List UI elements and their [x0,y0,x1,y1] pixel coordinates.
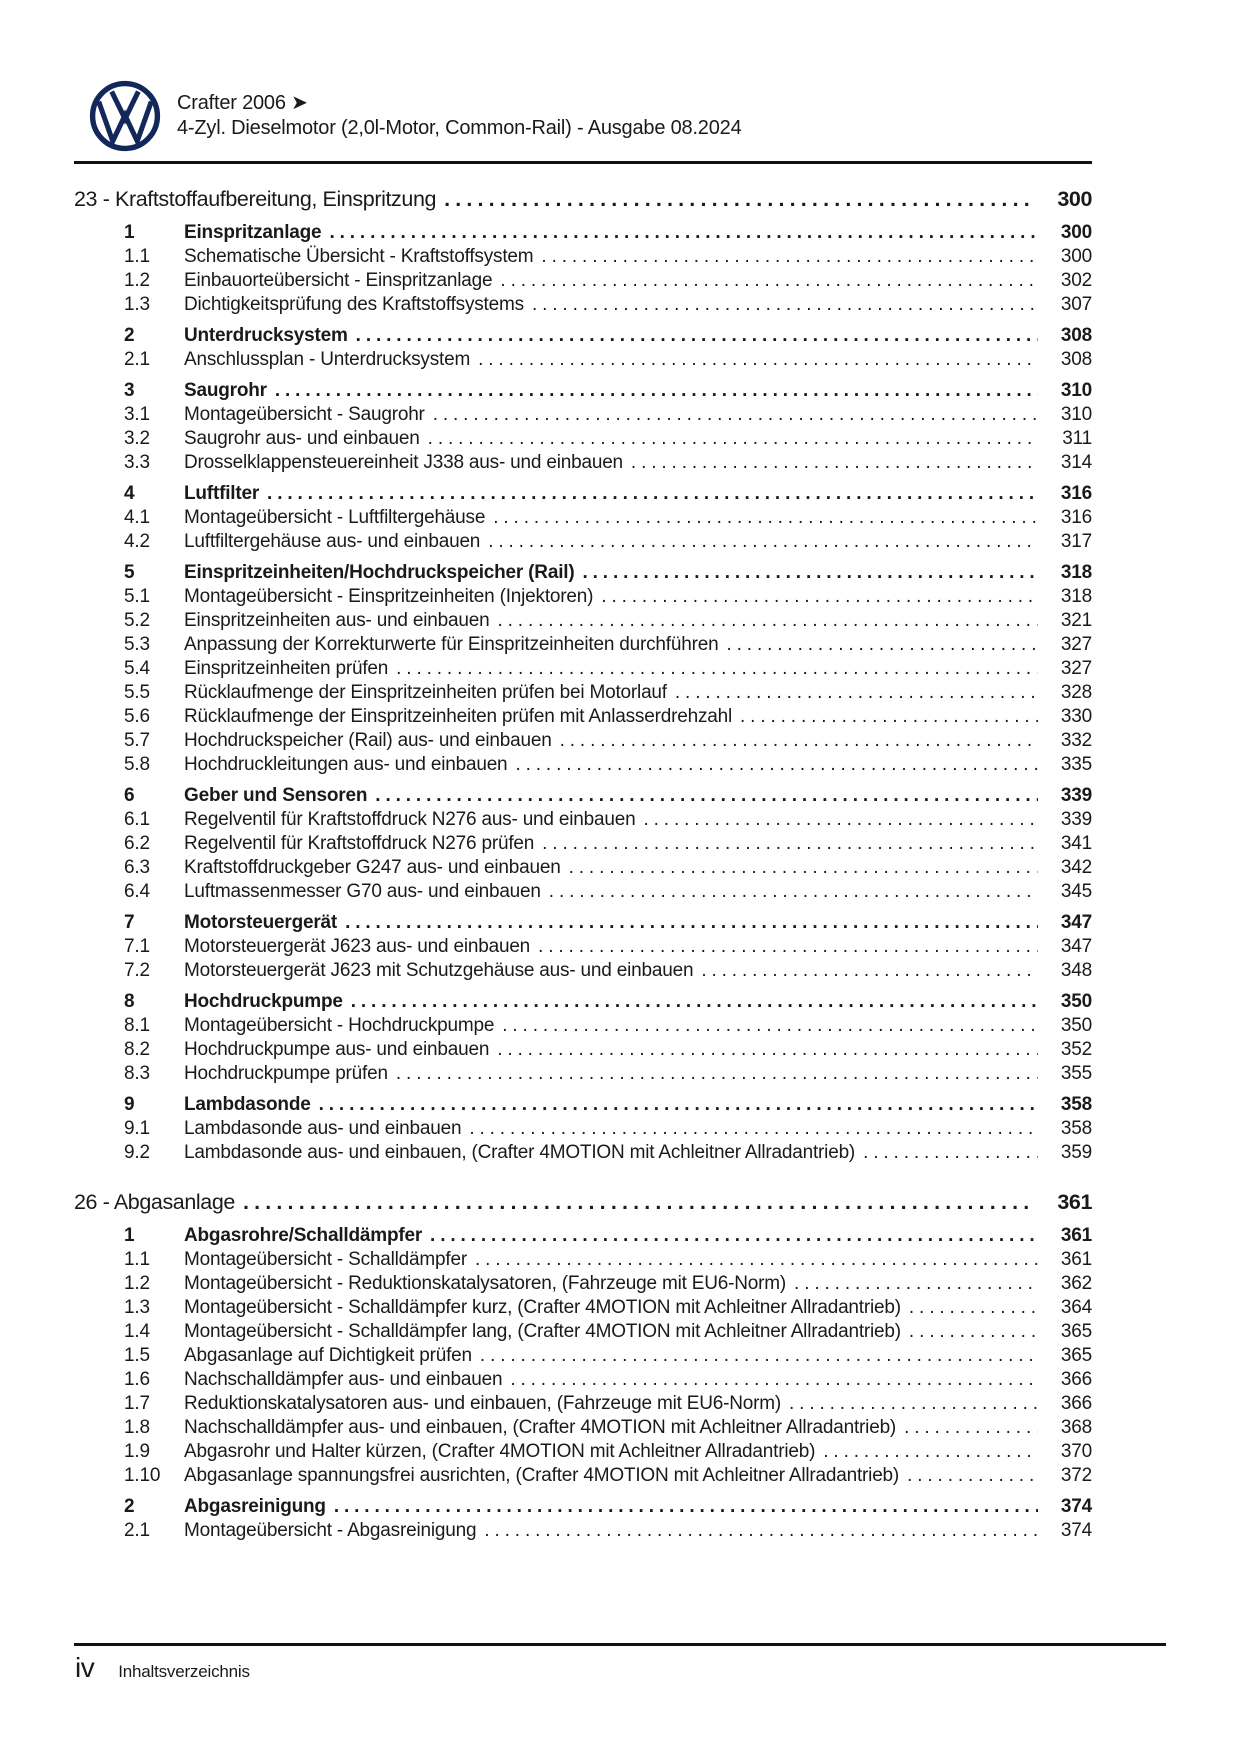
entry-number: 5.3 [124,634,150,655]
entry-title: Drosselklappensteuereinheit J338 aus- und einbauen [184,452,623,473]
entry-number: 5.4 [124,658,150,679]
entry-page-number: 316 [1060,483,1092,504]
leader-dots [351,990,1038,1014]
toc-entry [74,911,1092,935]
toc-entry [74,1519,1092,1543]
entry-title: Anpassung der Korrekturwerte für Einspritzeinheiten durchführen [184,634,719,655]
leader-dots [430,1224,1038,1248]
entry-number: 5.6 [124,706,150,727]
entry-page-number: 335 [1060,754,1092,775]
toc-entry [74,348,1092,372]
entry-page-number: 358 [1060,1118,1092,1139]
toc-entry [74,585,1092,609]
entry-title: Regelventil für Kraftstoffdruck N276 aus- und einbauen [184,809,636,830]
entry-number: 5.2 [124,610,150,631]
toc-entry [74,427,1092,451]
entry-number: 6 [124,785,135,806]
leader-dots [907,1464,1038,1488]
leader-dots [334,1495,1038,1519]
toc-entry [74,1038,1092,1062]
toc-entry [74,403,1092,427]
entry-number: 8.1 [124,1015,150,1036]
entry-title: Dichtigkeitsprüfung des Kraftstoffsystems [184,294,524,315]
toc-entry [74,681,1092,705]
entry-page-number: 330 [1060,706,1092,727]
entry-title: Schematische Übersicht - Kraftstoffsystem [184,246,534,267]
entry-title: Lambdasonde aus- und einbauen, (Crafter 4MOTION mit Achleitner Allradantrieb) [184,1142,856,1163]
leader-dots [909,1296,1038,1320]
leader-dots [675,681,1038,705]
entry-title: Hochdruckpumpe [184,991,343,1012]
toc-entry [74,784,1092,808]
entry-title: Einspritzeinheiten prüfen [184,658,389,679]
vw-logo [88,80,162,152]
entry-page-number: 372 [1060,1465,1092,1486]
entry-number: 9 [124,1094,135,1115]
entry-page-number: 352 [1060,1039,1092,1060]
leader-dots [493,506,1038,530]
entry-page-number: 358 [1060,1094,1092,1115]
entry-title: Hochdruckpumpe prüfen [184,1063,388,1084]
entry-number: 7 [124,912,135,933]
entry-title: Einbauorteübersicht - Einspritzanlage [184,270,493,291]
leader-dots [569,856,1038,880]
toc-entry [74,1093,1092,1117]
toc-entry [74,1416,1092,1440]
toc-entry [74,729,1092,753]
entry-page-number: 347 [1060,936,1092,957]
entry-page-number: 355 [1060,1063,1092,1084]
leader-dots [863,1141,1038,1165]
entry-title: Geber und Sensoren [184,785,368,806]
footer-divider [74,1643,1166,1646]
toc-entry [74,990,1092,1014]
entry-title: Montageübersicht - Reduktionskatalysatoren, (Fahrzeuge mit EU6-Norm) [184,1273,787,1294]
entry-title: Montageübersicht - Abgasreinigung [184,1520,477,1541]
toc-entry [74,1117,1092,1141]
entry-number: 5.8 [124,754,150,775]
entry-number: 6.2 [124,833,150,854]
entry-title: Luftfiltergehäuse aus- und einbauen [184,531,481,552]
entry-title: Kraftstoffdruckgeber G247 aus- und einbauen [184,857,561,878]
entry-number: 6.1 [124,809,150,830]
entry-title: Nachschalldämpfer aus- und einbauen, (Crafter 4MOTION mit Achleitner Allradantrieb) [184,1417,897,1438]
toc-entry [74,1464,1092,1488]
toc-entry [74,1495,1092,1519]
entry-title: Montageübersicht - Schalldämpfer kurz, (Crafter 4MOTION mit Achleitner Allradantrieb) [184,1297,901,1318]
leader-dots [542,832,1038,856]
entry-page-number: 310 [1060,380,1092,401]
entry-title: Montageübersicht - Schalldämpfer lang, (Crafter 4MOTION mit Achleitner Allradantrieb) [184,1321,901,1342]
entry-number: 1.3 [124,1297,150,1318]
entry-title: Anschlussplan - Unterdrucksystem [184,349,471,370]
page-footer [75,1652,250,1684]
leader-dots [631,451,1038,475]
toc-entry [74,880,1092,904]
leader-dots [515,753,1038,777]
leader-dots [433,403,1038,427]
toc-entry [74,1296,1092,1320]
leader-dots [541,245,1038,269]
toc-entry [74,832,1092,856]
entry-title: Abgasanlage auf Dichtigkeit prüfen [184,1345,472,1366]
leader-dots [502,1014,1038,1038]
entry-number: 5.5 [124,682,150,703]
leader-dots [500,269,1038,293]
entry-page-number: 332 [1060,730,1092,751]
entry-number: 9.2 [124,1142,150,1163]
entry-number: 8 [124,991,135,1012]
entry-number: 1 [124,1225,135,1246]
toc-entry [74,530,1092,554]
entry-title: Motorsteuergerät [184,912,338,933]
toc-chapter-heading [74,184,1092,214]
entry-number: 2.1 [124,349,150,370]
entry-number: 1.3 [124,294,150,315]
entry-number: 6.4 [124,881,150,902]
entry-page-number: 328 [1060,682,1092,703]
toc-entry [74,293,1092,317]
chapter-page-number: 300 [1057,187,1092,211]
entry-number: 3 [124,380,135,401]
entry-page-number: 302 [1060,270,1092,291]
leader-dots [319,1093,1038,1117]
toc-entry [74,506,1092,530]
entry-page-number: 345 [1060,881,1092,902]
leader-dots [582,561,1038,585]
table-of-contents [74,184,1092,1543]
entry-number: 7.2 [124,960,150,981]
leader-dots [478,348,1038,372]
footer-label: Inhaltsverzeichnis [118,1662,250,1681]
entry-page-number: 327 [1060,634,1092,655]
entry-page-number: 308 [1060,349,1092,370]
entry-title: Montageübersicht - Schalldämpfer [184,1249,467,1270]
entry-title: Abgasanlage spannungsfrei ausrichten, (Crafter 4MOTION mit Achleitner Allradantrieb) [184,1465,900,1486]
entry-title: Montageübersicht - Luftfiltergehäuse [184,507,486,528]
leader-dots [396,1062,1038,1086]
entry-page-number: 348 [1060,960,1092,981]
entry-title: Hochdruckspeicher (Rail) aus- und einbauen [184,730,552,751]
entry-page-number: 368 [1060,1417,1092,1438]
entry-page-number: 318 [1060,586,1092,607]
model-title: Crafter 2006 ➤ [177,92,308,114]
entry-number: 1.7 [124,1393,150,1414]
leader-dots [345,911,1038,935]
entry-number: 2.1 [124,1520,150,1541]
toc-entry [74,959,1092,983]
entry-number: 1.6 [124,1369,150,1390]
entry-page-number: 347 [1060,912,1092,933]
entry-number: 1.4 [124,1321,150,1342]
toc-entry [74,1062,1092,1086]
entry-page-number: 361 [1060,1225,1092,1246]
entry-title: Nachschalldämpfer aus- und einbauen [184,1369,503,1390]
toc-entry [74,1344,1092,1368]
entry-title: Abgasrohre/Schalldämpfer [184,1225,423,1246]
entry-page-number: 365 [1060,1345,1092,1366]
entry-title: Regelventil für Kraftstoffdruck N276 prüfen [184,833,535,854]
entry-page-number: 318 [1060,562,1092,583]
toc-entry [74,245,1092,269]
entry-page-number: 362 [1060,1273,1092,1294]
toc-entry [74,269,1092,293]
leader-dots [329,221,1038,245]
leader-dots [396,657,1038,681]
entry-number: 1.2 [124,270,150,291]
entry-title: Montageübersicht - Saugrohr [184,404,425,425]
entry-number: 8.2 [124,1039,150,1060]
toc-entry [74,324,1092,348]
leader-dots [740,705,1038,729]
entry-title: Saugrohr aus- und einbauen [184,428,420,449]
entry-title: Rücklaufmenge der Einspritzeinheiten prüfen bei Motorlauf [184,682,667,703]
entry-title: Montageübersicht - Einspritzeinheiten (Injektoren) [184,586,594,607]
toc-entry [74,1368,1092,1392]
leader-dots [444,184,1034,214]
entry-page-number: 314 [1060,452,1092,473]
leader-dots [488,530,1038,554]
entry-title: Luftmassenmesser G70 aus- und einbauen [184,881,541,902]
entry-title: Einspritzeinheiten aus- und einbauen [184,610,490,631]
toc-entry [74,753,1092,777]
entry-title: Motorsteuergerät J623 aus- und einbauen [184,936,531,957]
page-header [0,0,1240,152]
entry-page-number: 327 [1060,658,1092,679]
entry-number: 1.10 [124,1465,161,1486]
chapter-page-number: 361 [1057,1190,1092,1214]
entry-number: 3.3 [124,452,150,473]
entry-number: 9.1 [124,1118,150,1139]
entry-title: Abgasrohr und Halter kürzen, (Crafter 4MOTION mit Achleitner Allradantrieb) [184,1441,816,1462]
toc-entry [74,1320,1092,1344]
leader-dots [275,379,1038,403]
leader-dots [267,482,1038,506]
leader-dots [538,935,1038,959]
entry-title: Reduktionskatalysatoren aus- und einbauen, (Fahrzeuge mit EU6-Norm) [184,1393,782,1414]
entry-title: Saugrohr [184,380,267,401]
leader-dots [549,880,1038,904]
leader-dots [375,784,1038,808]
entry-title: Hochdruckleitungen aus- und einbauen [184,754,508,775]
entry-number: 1.1 [124,1249,150,1270]
entry-page-number: 307 [1060,294,1092,315]
entry-title: Motorsteuergerät J623 mit Schutzgehäuse aus- und einbauen [184,960,694,981]
toc-entry [74,657,1092,681]
leader-dots [497,1038,1038,1062]
toc-entry [74,482,1092,506]
entry-number: 1.9 [124,1441,150,1462]
entry-title: Einspritzanlage [184,222,322,243]
entry-number: 6.3 [124,857,150,878]
entry-page-number: 366 [1060,1369,1092,1390]
leader-dots [469,1117,1038,1141]
header-divider [74,161,1092,164]
entry-page-number: 361 [1060,1249,1092,1270]
toc-entry [74,609,1092,633]
entry-page-number: 342 [1060,857,1092,878]
entry-page-number: 300 [1060,246,1092,267]
entry-number: 1.1 [124,246,150,267]
entry-number: 4.1 [124,507,150,528]
leader-dots [480,1344,1038,1368]
leader-dots [428,427,1038,451]
toc-chapter [74,1187,1092,1543]
toc-entry [74,379,1092,403]
leader-dots [789,1392,1038,1416]
entry-page-number: 350 [1060,1015,1092,1036]
leader-dots [726,633,1038,657]
leader-dots [356,324,1038,348]
toc-entry [74,1248,1092,1272]
entry-number: 1.2 [124,1273,150,1294]
chapter-title: 26 - Abgasanlage [74,1190,235,1214]
entry-page-number: 364 [1060,1297,1092,1318]
toc-entry [74,705,1092,729]
toc-entry [74,451,1092,475]
entry-title: Lambdasonde aus- und einbauen [184,1118,462,1139]
entry-number: 1.5 [124,1345,150,1366]
toc-entry [74,808,1092,832]
entry-title: Hochdruckpumpe aus- und einbauen [184,1039,490,1060]
entry-title: Lambdasonde [184,1094,311,1115]
leader-dots [909,1320,1038,1344]
entry-page-number: 341 [1060,833,1092,854]
entry-page-number: 311 [1062,428,1092,449]
entry-page-number: 374 [1060,1520,1092,1541]
toc-chapter [74,184,1092,1165]
toc-entry [74,1272,1092,1296]
chapter-title: 23 - Kraftstoffaufbereitung, Einspritzung [74,187,437,211]
leader-dots [701,959,1038,983]
entry-title: Abgasreinigung [184,1496,326,1517]
leader-dots [601,585,1038,609]
entry-number: 4 [124,483,135,504]
leader-dots [904,1416,1038,1440]
leader-dots [794,1272,1038,1296]
toc-entry [74,935,1092,959]
entry-title: Rücklaufmenge der Einspritzeinheiten prüfen mit Anlasserdrehzahl [184,706,733,727]
leader-dots [484,1519,1038,1543]
entry-page-number: 317 [1060,531,1092,552]
leader-dots [823,1440,1038,1464]
entry-number: 8.3 [124,1063,150,1084]
toc-entry [74,561,1092,585]
entry-number: 5 [124,562,135,583]
toc-entry [74,856,1092,880]
entry-page-number: 339 [1060,809,1092,830]
leader-dots [510,1368,1038,1392]
entry-page-number: 316 [1060,507,1092,528]
entry-page-number: 359 [1060,1142,1092,1163]
leader-dots [475,1248,1038,1272]
leader-dots [560,729,1038,753]
entry-page-number: 374 [1060,1496,1092,1517]
entry-page-number: 300 [1060,222,1092,243]
entry-number: 5.1 [124,586,150,607]
entry-page-number: 310 [1060,404,1092,425]
toc-entry [74,633,1092,657]
entry-title: Einspritzeinheiten/Hochdruckspeicher (Rail) [184,562,575,583]
entry-number: 7.1 [124,936,150,957]
entry-title: Unterdrucksystem [184,325,348,346]
entry-page-number: 350 [1060,991,1092,1012]
entry-number: 2 [124,1496,135,1517]
model-subtitle: 4-Zyl. Dieselmotor (2,0l-Motor, Common-Rail) - Ausgabe 08.2024 [177,117,742,139]
entry-number: 1.8 [124,1417,150,1438]
entry-page-number: 365 [1060,1321,1092,1342]
entry-number: 3.2 [124,428,150,449]
toc-chapter-heading [74,1187,1092,1217]
entry-number: 1 [124,222,135,243]
entry-page-number: 308 [1060,325,1092,346]
entry-number: 5.7 [124,730,150,751]
toc-entry [74,221,1092,245]
entry-number: 4.2 [124,531,150,552]
entry-page-number: 321 [1060,610,1092,631]
leader-dots [643,808,1038,832]
toc-entry [74,1440,1092,1464]
entry-number: 2 [124,325,135,346]
entry-page-number: 366 [1060,1393,1092,1414]
entry-page-number: 339 [1060,785,1092,806]
toc-entry [74,1224,1092,1248]
entry-page-number: 370 [1060,1441,1092,1462]
toc-entry [74,1141,1092,1165]
leader-dots [497,609,1038,633]
entry-title: Montageübersicht - Hochdruckpumpe [184,1015,495,1036]
page-number: iv [75,1652,95,1683]
toc-entry [74,1014,1092,1038]
entry-number: 3.1 [124,404,150,425]
entry-title: Luftfilter [184,483,260,504]
leader-dots [243,1187,1034,1217]
toc-entry [74,1392,1092,1416]
leader-dots [532,293,1038,317]
